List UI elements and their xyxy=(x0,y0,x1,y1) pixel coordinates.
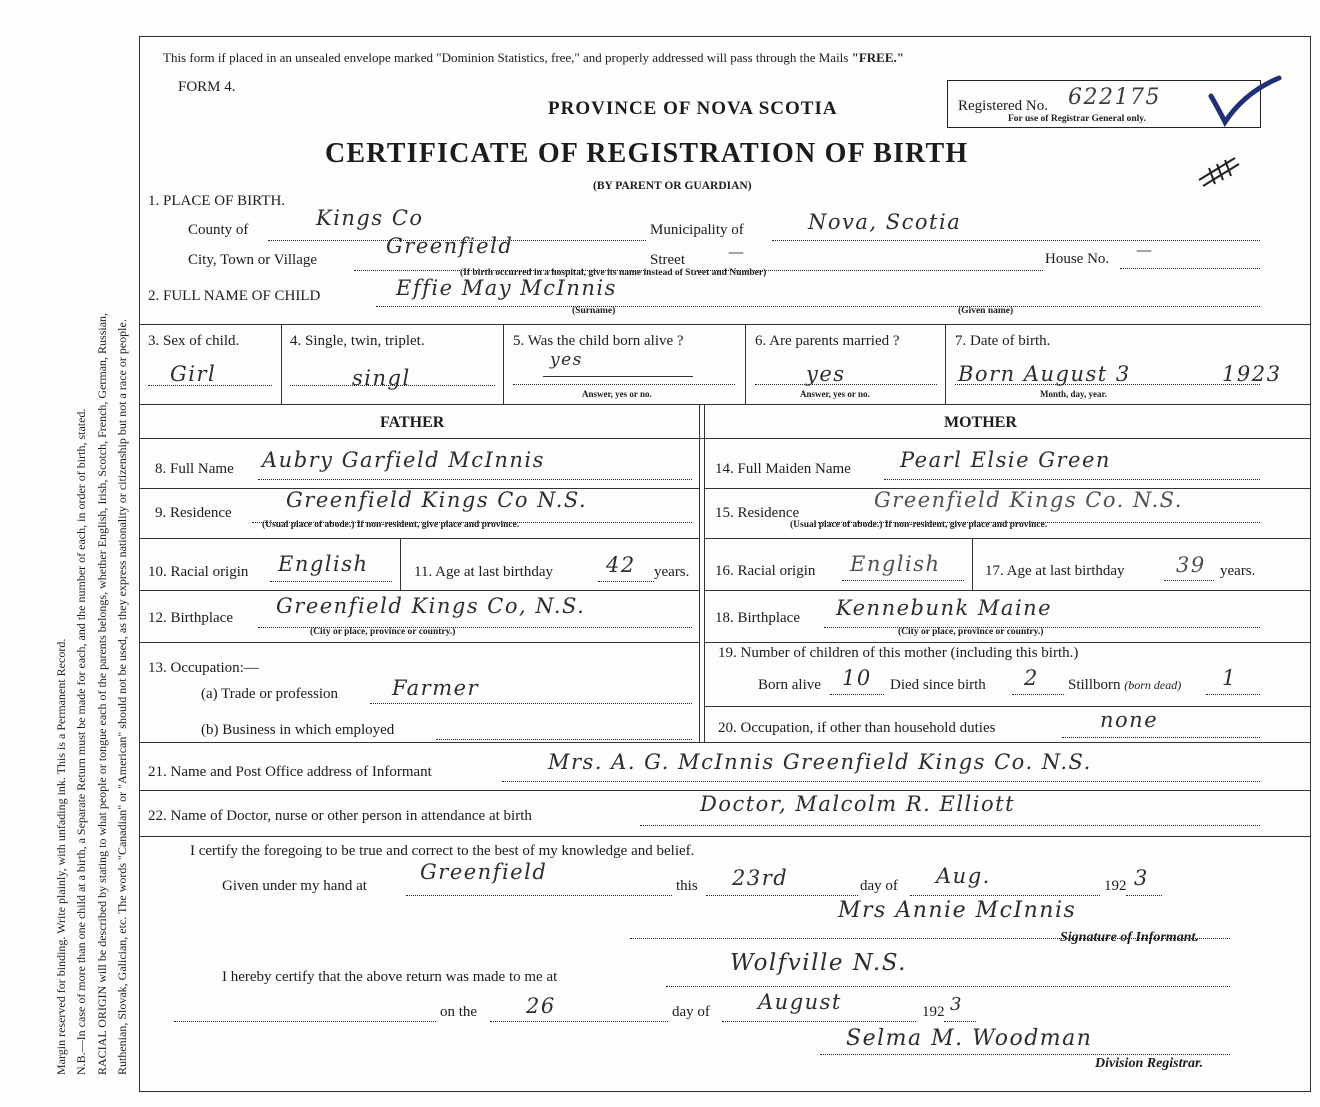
plurality-value: singl xyxy=(352,366,411,390)
house-value: — xyxy=(1136,240,1154,259)
house-label: House No. xyxy=(1045,251,1110,267)
county-value: Kings Co xyxy=(316,206,424,230)
father-business-label: (b) Business in which employed xyxy=(201,722,395,738)
cert-month-value: Aug. xyxy=(936,864,991,888)
cert-day-value: 23rd xyxy=(732,866,789,890)
certificate-title: CERTIFICATE OF REGISTRATION OF BIRTH xyxy=(325,138,969,169)
informant-value: Mrs. A. G. McInnis Greenfield Kings Co. N.S. xyxy=(548,750,1092,774)
registrar-note: For use of Registrar General only. xyxy=(1008,114,1146,124)
dob-label: 7. Date of birth. xyxy=(955,333,1051,349)
born-alive-label: Born alive xyxy=(758,677,821,693)
father-heading: FATHER xyxy=(380,414,445,431)
registrar-day-value: 26 xyxy=(526,994,556,1018)
stillborn-value: 1 xyxy=(1222,666,1237,690)
mother-residence-label: 15. Residence xyxy=(715,505,800,521)
alive-note: Answer, yes or no. xyxy=(582,389,652,399)
alive-label: 5. Was the child born alive ? xyxy=(513,333,684,349)
registrar-caption: Division Registrar. xyxy=(1095,1056,1204,1071)
postal-notice: This form if placed in an unsealed envelope marked "Dominion Statistics, free," and properly addressed will pass through the Mails "FREE." xyxy=(163,50,904,65)
given-place-value: Greenfield xyxy=(420,860,548,884)
alive-value: yes xyxy=(550,350,583,370)
married-value: yes xyxy=(806,362,846,386)
cert-year-suffix: 3 xyxy=(1134,866,1149,890)
registered-number: 622175 xyxy=(1068,85,1161,110)
registrar-month-value: August xyxy=(758,990,842,1014)
father-name-value: Aubry Garfield McInnis xyxy=(262,448,545,472)
born-alive-value: 10 xyxy=(842,666,872,690)
child-name-value: Effie May McInnis xyxy=(396,276,617,300)
mother-age-label: 17. Age at last birthday xyxy=(985,563,1125,579)
father-residence-value: Greenfield Kings Co N.S. xyxy=(286,488,588,512)
married-note: Answer, yes or no. xyxy=(800,389,870,399)
given-name-note: (Given name) xyxy=(958,306,1014,316)
on-the-label: on the xyxy=(440,1004,478,1020)
child-name-label: 2. FULL NAME OF CHILD xyxy=(148,288,321,304)
reg-day-of-label: day of xyxy=(672,1004,710,1020)
informant-label: 21. Name and Post Office address of Informant xyxy=(148,764,432,780)
city-value: Greenfield xyxy=(386,234,514,258)
place-heading: 1. PLACE OF BIRTH. xyxy=(148,193,286,209)
municipality-value: Nova, Scotia xyxy=(808,210,962,234)
street-value: — xyxy=(728,242,746,261)
sex-value: Girl xyxy=(170,362,217,386)
city-label: City, Town or Village xyxy=(188,252,318,268)
check-mark-icon xyxy=(1205,72,1285,132)
hospital-note: (If birth occurred in a hospital, give its name instead of Street and Number) xyxy=(460,268,767,278)
given-label: Given under my hand at xyxy=(222,878,367,894)
dob-note: Month, day, year. xyxy=(1040,389,1107,399)
mother-racial-value: English xyxy=(850,552,941,576)
mother-residence-value: Greenfield Kings Co. N.S. xyxy=(874,488,1183,512)
stillborn-label: Stillborn (born dead) xyxy=(1068,677,1182,693)
died-label: Died since birth xyxy=(890,677,986,693)
died-value: 2 xyxy=(1024,666,1039,690)
margin-note-multiple-births: N.B.—In case of more than one child at a birth, a Separate Return must be made for each, and the number of each, in order of birth, stated. xyxy=(74,408,88,1075)
margin-note-binding: Margin reserved for binding. Write plainly, with unfading ink. This is a Permanent Record. xyxy=(54,638,68,1075)
municipality-label: Municipality of xyxy=(650,222,744,238)
mother-age-value: 39 xyxy=(1176,553,1206,577)
certificate-subtitle: (BY PARENT OR GUARDIAN) xyxy=(593,180,752,192)
mother-birthplace-label: 18. Birthplace xyxy=(715,610,800,626)
married-label: 6. Are parents married ? xyxy=(755,333,900,349)
scribble-mark-icon xyxy=(1195,150,1245,194)
mother-residence-note: (Usual place of abode.) If non-resident, give place and province. xyxy=(790,520,1048,530)
mother-name-value: Pearl Elsie Green xyxy=(900,448,1111,472)
informant-signature: Mrs Annie McInnis xyxy=(838,898,1077,923)
this-label: this xyxy=(676,878,698,894)
registrar-signature: Selma M. Woodman xyxy=(846,1026,1093,1051)
cert-day-of-label: day of xyxy=(860,878,898,894)
reg-year-suffix: 3 xyxy=(950,994,963,1015)
father-racial-value: English xyxy=(278,552,369,576)
mother-children-label: 19. Number of children of this mother (including this birth.) xyxy=(718,645,1079,661)
father-residence-note: (Usual place of abode.) If non-resident, give place and province. xyxy=(262,520,520,530)
mother-age-suffix: years. xyxy=(1220,563,1256,579)
father-trade-value: Farmer xyxy=(392,676,480,700)
province-heading: PROVINCE OF NOVA SCOTIA xyxy=(548,98,838,119)
reg-year-prefix: 192 xyxy=(922,1004,945,1020)
mother-occupation-label: 20. Occupation, if other than household duties xyxy=(718,720,996,736)
dob-year: 1923 xyxy=(1222,362,1282,386)
plurality-label: 4. Single, twin, triplet. xyxy=(290,333,425,349)
father-birthplace-label: 12. Birthplace xyxy=(148,610,233,626)
doctor-label: 22. Name of Doctor, nurse or other person in attendance at birth xyxy=(148,808,532,824)
father-racial-label: 10. Racial origin xyxy=(148,564,249,580)
surname-note: (Surname) xyxy=(572,306,616,316)
father-occupation-label: 13. Occupation:— xyxy=(148,660,259,676)
father-name-label: 8. Full Name xyxy=(155,461,234,477)
signature-caption: Signature of Informant. xyxy=(1060,930,1199,945)
father-birthplace-value: Greenfield Kings Co, N.S. xyxy=(276,594,586,618)
mother-heading: MOTHER xyxy=(944,414,1017,431)
margin-note-racial-origin: RACIAL ORIGIN will be described by stating to what people or tongue each of the parents belongs, whether English, Irish, Scotch, French, German, Russian, xyxy=(95,312,109,1075)
county-label: County of xyxy=(188,222,249,238)
form-number: FORM 4. xyxy=(178,79,236,95)
cert-year-prefix: 192 xyxy=(1104,878,1127,894)
dob-value: Born August 3 xyxy=(958,362,1131,386)
father-trade-label: (a) Trade or profession xyxy=(201,686,339,702)
registrar-place-value: Wolfville N.S. xyxy=(730,950,907,976)
father-age-value: 42 xyxy=(606,553,636,577)
registered-label: Registered No. xyxy=(958,98,1048,114)
doctor-value: Doctor, Malcolm R. Elliott xyxy=(700,792,1016,816)
mother-name-label: 14. Full Maiden Name xyxy=(715,461,851,477)
mother-birthplace-value: Kennebunk Maine xyxy=(836,596,1053,620)
father-birthplace-note: (City or place, province or country.) xyxy=(310,627,456,637)
father-age-suffix: years. xyxy=(654,564,690,580)
mother-racial-label: 16. Racial origin xyxy=(715,563,816,579)
registrar-statement: I hereby certify that the above return was made to me at xyxy=(222,969,558,985)
margin-note-racial-origin-cont: Ruthenian, Slovak, Galician, etc. The words "Canadian" or "American" should not be used, as they express nationality or citizenship but not a race or people. xyxy=(115,319,129,1075)
certification-statement: I certify the foregoing to be true and correct to the best of my knowledge and belief. xyxy=(190,843,695,859)
father-residence-label: 9. Residence xyxy=(155,505,232,521)
mother-occupation-value: none xyxy=(1100,708,1159,732)
mother-birthplace-note: (City or place, province or country.) xyxy=(898,627,1044,637)
street-label: Street xyxy=(650,252,685,268)
father-age-label: 11. Age at last birthday xyxy=(414,564,553,580)
sex-label: 3. Sex of child. xyxy=(148,333,240,349)
